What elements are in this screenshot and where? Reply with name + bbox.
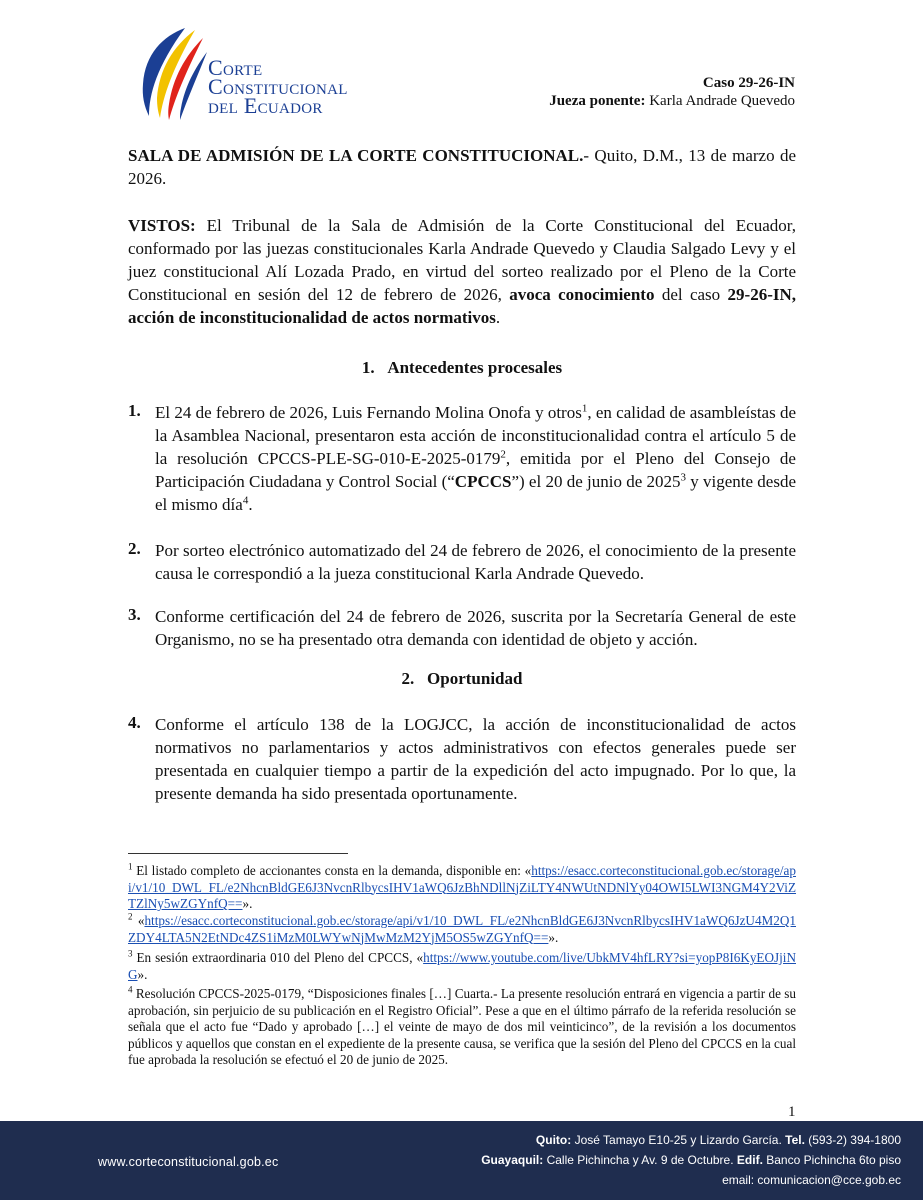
footnote-mark: 4 <box>128 984 133 995</box>
footnote-text: ». <box>137 966 148 982</box>
footer-website[interactable]: www.corteconstitucional.gob.ec <box>98 1155 279 1169</box>
footnote-mark: 1 <box>128 861 133 872</box>
court-emblem-icon <box>133 24 213 124</box>
sala-title: SALA DE ADMISIÓN DE LA CORTE CONSTITUCIONAL. <box>128 146 584 165</box>
footnote-ref: 1 <box>581 402 588 415</box>
court-name <box>208 55 348 118</box>
footer-label: Quito: <box>535 1133 572 1147</box>
footnote-2 <box>128 913 796 946</box>
vistos-text: El Tribunal de la Sala de Admisión de la Corte Constitucional del Ecuador, conformado por las juezas constitucionales Karla Andrade Quevedo y Claudia Salgado Levy y el juez constitucional Alí Lozada Prado, en virtud del sorteo realizado por el Pleno de la Corte Constitucional en sesión del 12 de febrero de 2026, <box>128 216 796 304</box>
footnote-ref: 2 <box>500 448 506 461</box>
footer-label: Edif. <box>736 1153 763 1167</box>
footnote-link[interactable]: https://esacc.corteconstitucional.gob.ec/storage/api/v1/10_DWL_FL/e2NhcnBldGE6J3NvcnRlbycsIHV1aWQ6JzU4M2Q1ZDY4LTA5N2EtNDc4ZS1iMzM0LWYwNjMwMzM2YjM5OS5wZGYnfQ== <box>128 913 796 945</box>
footnote-text: Resolución CPCCS-2025-0179, “Disposiciones finales […] Cuarta.- La presente resolución entrará en vigencia a partir de su aprobación, sin perjuicio de su publicación en el Registro Oficial”. Pese a que en el último párrafo de la referida resolución se señala que el acto fue “Dado y aprobado […] el veinte de mayo de dos mil veinticinco”, de la revisión a los documentos públicos y aquellos que constan en el expediente de la presente causa, se verifica que la sesión del Pleno del CPCCS en la cual fue aprobada la resolución se efectuó el 20 de junio de 2025. <box>128 986 796 1067</box>
item-number: 3. <box>128 605 141 624</box>
page-footer <box>0 1121 923 1200</box>
item-text-part: ”) el 20 de junio de 2025 <box>511 472 681 491</box>
footnote-ref: 3 <box>680 471 686 484</box>
section-heading-oportunidad: 2. Oportunidad <box>401 669 523 688</box>
footnote-text: El listado completo de accionantes consta en la demanda, disponible en: « <box>132 863 532 878</box>
footnote-ref: 4 <box>242 494 249 507</box>
footer-quito <box>536 1133 901 1147</box>
footnote-text: ». <box>548 929 559 945</box>
footnote-link[interactable]: https://www.youtube.com/live/UbkMV4hfLRY?si=yopP8I6KyEOJjiNG <box>128 950 796 982</box>
item-number: 4. <box>128 713 141 732</box>
footnote-text: ». <box>242 896 253 911</box>
footnote-mark: 3 <box>128 948 133 959</box>
court-name-line3: del Ecuador <box>208 93 323 118</box>
item-2-text: Por sorteo electrónico automatizado del 24 de febrero de 2026, el conocimiento de la presente causa le correspondió a la jueza constitucional Karla Andrade Quevedo. <box>155 541 796 583</box>
page-number: 1 <box>788 1104 796 1120</box>
item-4-text: Conforme el artículo 138 de la LOGJCC, la acción de inconstitucionalidad de actos normativos no parlamentarios y actos administrativos con efectos generales puede ser presentada en cualquier tiempo a partir de la expedición del acto impugnado. Por lo que, la presente demanda ha sido presentada oportunamente. <box>155 715 796 803</box>
vistos-text: del caso <box>654 285 728 304</box>
footnote-link[interactable]: https://esacc.corteconstitucional.gob.ec/storage/api/v1/10_DWL_FL/e2NhcnBldGE6J3NvcnRlbycsIHV1aWQ6JzBhNDllNjZiLTY4NWUtNDNlYy04OWI5LWI3NGM4Y2ViZTZlNy5wZGYnfQ== <box>128 863 797 911</box>
footnote-divider <box>128 853 348 854</box>
item-bold: CPCCS <box>454 472 512 491</box>
item-text-part: . <box>248 495 253 514</box>
item-text-part: , en calidad de asambleístas de la Asamblea Nacional, presentaron esta acción de inconstitucionalidad contra el artículo 5 de la resolución CPCCS-PLE-SG-010-E-2025-0179 <box>155 403 797 468</box>
vistos-case: 29-26-IN, acción de inconstitucionalidad de actos normativos <box>128 285 797 327</box>
judge-label: Jueza ponente: <box>549 93 646 109</box>
judge-name: Karla Andrade Quevedo <box>649 93 795 109</box>
footnote-4 <box>128 986 796 1069</box>
footer-text: Calle Pichincha y Av. 9 de Octubre. <box>543 1153 737 1167</box>
footer-label: Tel. <box>785 1133 805 1147</box>
item-number: 2. <box>128 539 141 558</box>
section-heading-antecedentes: 1. Antecedentes procesales <box>361 358 563 377</box>
item-text-part: El 24 de febrero de 2026, Luis Fernando Molina Onofa y otros <box>155 403 582 422</box>
sala-paragraph <box>128 144 796 190</box>
footer-text: Banco Pichincha 6to piso <box>762 1153 901 1167</box>
footer-text: (593-2) 394-1800 <box>804 1133 901 1147</box>
item-number: 1. <box>128 401 141 420</box>
sala-date: - Quito, D.M., 13 de marzo de 2026. <box>128 146 796 188</box>
item-1-text <box>155 401 796 516</box>
court-name-line2: Constitucional <box>208 74 348 99</box>
case-number: Caso 29-26-IN <box>702 75 795 91</box>
vistos-label: VISTOS: <box>128 216 196 235</box>
footnote-text: « <box>132 913 145 928</box>
judge-line <box>549 93 795 110</box>
vistos-bold: avoca conocimiento <box>509 285 655 304</box>
item-3-text: Conforme certificación del 24 de febrero de 2026, suscrita por la Secretaría General de este Organismo, no se ha presentado otra demanda con identidad de objeto y acción. <box>155 607 796 649</box>
court-name-line1: Corte <box>208 55 263 80</box>
footnote-3 <box>128 950 796 983</box>
item-text-part: , emitida por el Pleno del Consejo de Participación Ciudadana y Control Social (“ <box>155 449 796 491</box>
footer-email[interactable]: email: comunicacion@cce.gob.ec <box>722 1173 901 1187</box>
footnote-text: En sesión extraordinaria 010 del Pleno del CPCCS, « <box>132 950 424 965</box>
footer-text: José Tamayo E10-25 y Lizardo García. <box>571 1133 786 1147</box>
footer-guayaquil <box>481 1153 901 1167</box>
vistos-text: . <box>495 308 501 327</box>
footer-label: Guayaquil: <box>481 1153 544 1167</box>
vistos-paragraph <box>128 214 796 329</box>
item-text-part: y vigente desde el mismo día <box>155 472 796 514</box>
footnote-1 <box>128 863 796 913</box>
footnote-mark: 2 <box>128 911 133 922</box>
